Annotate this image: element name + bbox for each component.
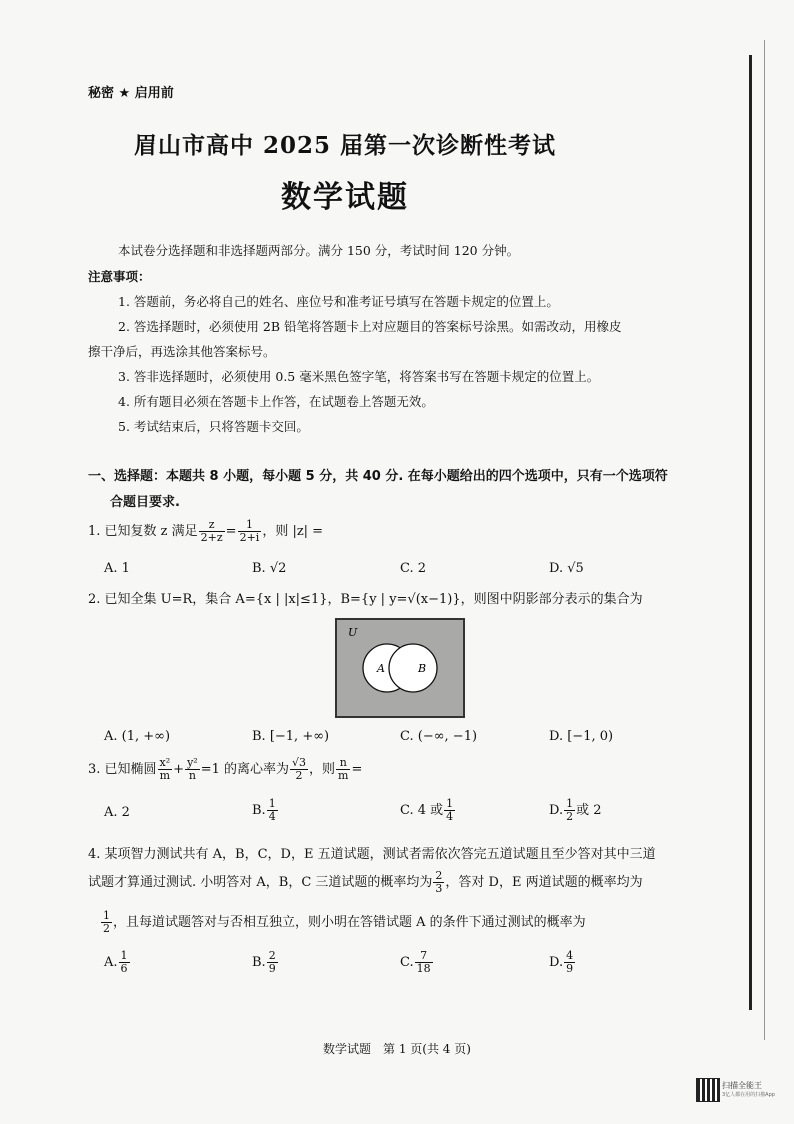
set-b-circle xyxy=(389,644,437,692)
scanner-watermark: 扫描全能王 xyxy=(722,1081,762,1090)
venn-label-a: A xyxy=(377,662,385,675)
venn-diagram xyxy=(335,618,465,718)
subject-title: 数学试题 xyxy=(281,180,409,215)
option-b: B. [−1, +∞) xyxy=(252,729,330,744)
option-a: A. $\frac{1}{6}$ xyxy=(104,949,128,976)
scan-edge-line-faint xyxy=(764,40,765,1040)
scanner-watermark-sub: 3亿人都在用的扫描App xyxy=(722,1092,775,1098)
option-d: D. √5 xyxy=(549,561,584,576)
option-d: D. [−1, 0) xyxy=(549,729,614,744)
question-1: 1. 已知复数 z 满足 $\frac{z}{2+z}$ = $\frac{1}{2+i}$ ，则 |z| = xyxy=(88,518,324,545)
option-a: A. 2 xyxy=(104,805,130,820)
exam-title: 眉山市高中 2025 届第一次诊断性考试 xyxy=(133,132,557,159)
option-b: B. $\frac{2}{9}$ xyxy=(252,949,276,976)
qr-code-icon xyxy=(696,1078,720,1102)
notice-item: 擦干净后，再选涂其他答案标号。 xyxy=(88,344,276,359)
intro-text: 本试卷分选择题和非选择题两部分。满分 150 分，考试时间 120 分钟。 xyxy=(118,243,520,258)
option-c: C. $\frac{7}{18}$ xyxy=(400,949,431,976)
notice-item: 2. 答选择题时，必须使用 2B 铅笔将答题卡上对应题目的答案标号涂黑。如需改动，用橡皮 xyxy=(118,319,622,334)
confidential-label: 秘密 ★ 启用前 xyxy=(88,86,174,101)
option-d: D. $\frac{4}{9}$ xyxy=(549,949,574,976)
section-heading: 一、选择题：本题共 8 小题，每小题 5 分，共 40 分. 在每小题给出的四个选项中，只有一个选项符 xyxy=(88,469,668,484)
option-c: C. 4 或 $\frac{1}{4}$ xyxy=(400,797,454,824)
notice-item: 5. 考试结束后，只将答题卡交回。 xyxy=(118,419,309,434)
scan-edge-line xyxy=(749,55,752,1010)
option-b: B. $\frac{1}{4}$ xyxy=(252,797,276,824)
venn-label-u: U xyxy=(348,626,358,639)
question-4-line3: $\frac{1}{2}$ ，且每道试题答对与否相互独立，则小明在答错试题 A 的条件下通过测试的概率为 xyxy=(103,909,586,936)
option-c: C. 2 xyxy=(400,561,427,576)
notice-item: 1. 答题前，务必将自己的姓名、座位号和准考证号填写在答题卡规定的位置上。 xyxy=(118,294,559,309)
question-4-line2: 试题才算通过测试. 小明答对 A，B，C 三道试题的概率均为 $\frac{2}{3}$ ，答对 D，E 两道试题的概率均为 xyxy=(88,869,643,896)
page-footer: 数学试题 第 1 页(共 4 页) xyxy=(323,1042,471,1056)
question-2: 2. 已知全集 U=R，集合 A={x | |x|≤1}，B={y | y=√(x−1)}，则图中阴影部分表示的集合为 xyxy=(88,592,643,607)
venn-svg xyxy=(337,620,463,716)
notice-item: 3. 答非选择题时，必须使用 0.5 毫米黑色签字笔，将答案书写在答题卡规定的位置上。 xyxy=(118,369,600,384)
option-b: B. √2 xyxy=(252,561,287,576)
notice-heading: 注意事项： xyxy=(88,269,151,284)
option-d: D. $\frac{1}{2}$ 或 2 xyxy=(549,797,602,824)
option-a: A. 1 xyxy=(104,561,130,576)
notice-item: 4. 所有题目必须在答题卡上作答，在试题卷上答题无效。 xyxy=(118,394,434,409)
option-c: C. (−∞, −1) xyxy=(400,729,478,744)
venn-label-b: B xyxy=(418,662,427,675)
section-heading-cont: 合题目要求. xyxy=(110,495,180,510)
question-4: 4. 某项智力测试共有 A，B，C，D，E 五道试题，测试者需依次答完五道试题且至少答对其中三道 xyxy=(88,847,656,862)
option-a: A. (1, +∞) xyxy=(104,729,171,744)
question-3: 3. 已知椭圆 $\frac{\text{x²}}{m}$ + $\frac{\text{y²}}{n}$ =1 的离心率为 $\frac{√3}{2}$ ，则 $\frac{n}{m}$ = xyxy=(88,756,363,783)
